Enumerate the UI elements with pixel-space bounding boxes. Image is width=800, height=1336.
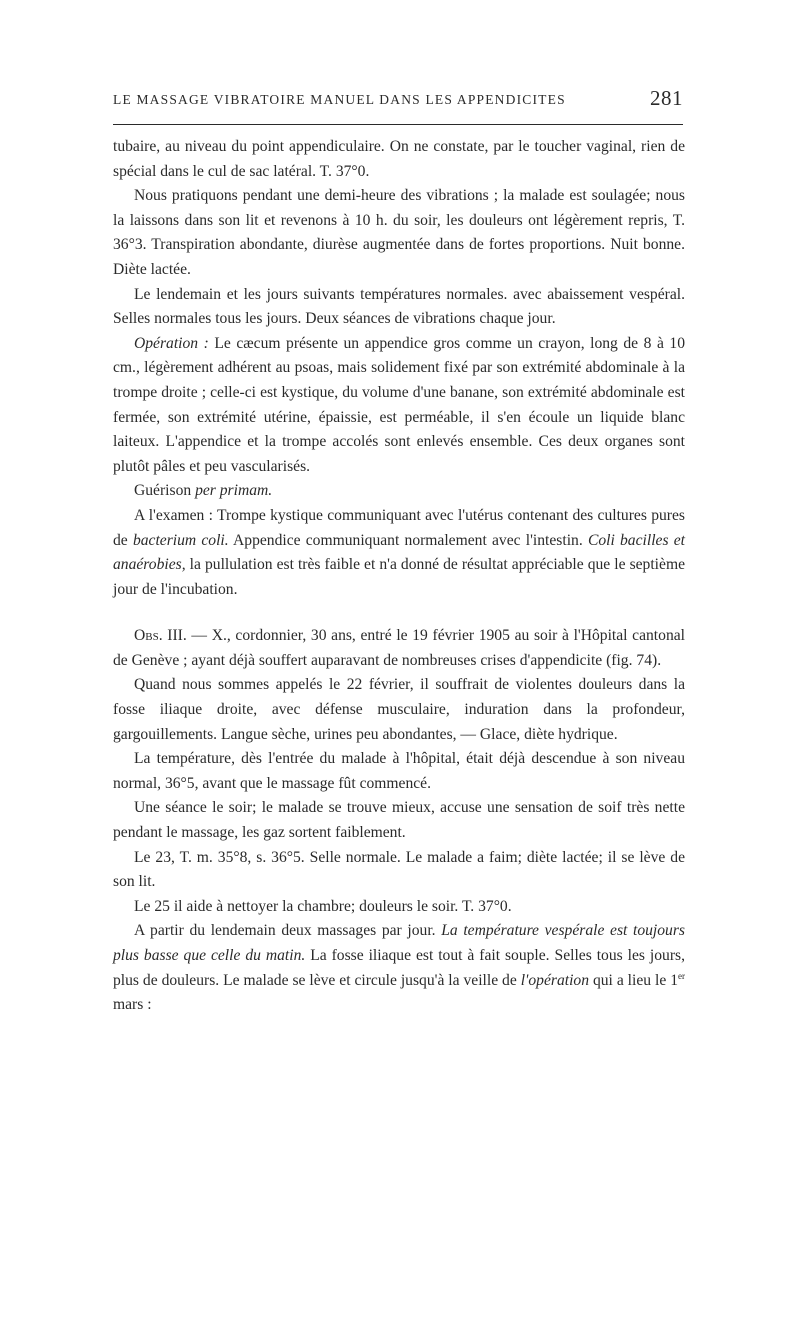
paragraph-following-days: Le lendemain et les jours suivants températures normales. avec abaissement vespéral. Selles normales tous les jours. Deux séances de vibrations chaque jour. [113,285,685,328]
massages-text-a: A partir du lendemain deux massages par jour. [134,922,442,940]
operation-label: Opération : [134,334,209,352]
exam-text-c: la pullulation est très faible et n'a donné de résultat appréciable que le septième jour de l'incubation. [113,556,685,598]
body-text [113,135,685,1018]
running-title: LE MASSAGE VIBRATOIRE MANUEL DANS LES APPENDICITES [113,92,566,107]
paragraph-continuation: tubaire, au niveau du point appendiculaire. On ne constate, par le toucher vaginal, rien de spécial dans le cul de sac latéral. T. 37°0. [113,138,685,180]
observation-text: III. — X., cordonnier, 30 ans, entré le 19 février 1905 au soir à l'Hôpital cantonal de Genève ; ayant déjà souffert auparavant de nombreuses crises d'appendicite (fig. 74). [113,627,685,669]
massages-italic-operation: l'opération [520,971,590,989]
exam-text-b: Appendice communiquant normalement avec l'intestin. [228,531,588,549]
massages-superscript: er [678,970,685,981]
paragraph-february-25: Le 25 il aide à nettoyer la chambre; douleurs le soir. T. 37°0. [134,897,512,915]
paragraph-vibrations: Nous pratiquons pendant une demi-heure des vibrations ; la malade est soulagée; nous la laissons dans son lit et revenons à 10 h. du soir, les douleurs ont légèrement repris, T. 36°3. Transpiration abondante, diurèse augmentée dans de fortes proportions. Nuit bonne. Diète lactée. [113,187,685,278]
paragraph-february-22: Quand nous sommes appelés le 22 février, il souffrait de violentes douleurs dans la fosse iliaque droite, avec défense musculaire, induration dans la profondeur, gargouillements. Langue sèche, urines peu abondantes, — Glace, diète hydrique. [113,676,685,743]
paragraph-february-23: Le 23, T. m. 35°8, s. 36°5. Selle normale. Le malade a faim; diète lactée; il se lève de son lit. [113,848,685,891]
exam-italic-bacilles: Coli bacilles et anaérobies, [113,531,685,574]
page-number: 281 [650,86,683,110]
paragraph-operation [113,332,685,480]
healing-italic: per primam. [195,482,273,500]
operation-text: Le cæcum présente un appendice gros comme un crayon, long de 8 à 10 cm., légèrement adhérent au psoas, mais solidement fixé par son extrémité abdominale à la trompe droite ; celle-ci est kystique, du volume d'une banane, son extrémité abdominale est fermée, son extrémité utérine, épaissie, est perméable, il s'en écoule un liquide blanc laiteux. L'appendice et la trompe accolés sont enlevés ensemble. Ces deux organes sont plutôt pâles et peu vascularisés. [113,334,685,475]
header-rule [113,124,683,125]
massages-text-b: La fosse iliaque est tout à fait souple. Selles tous les jours, plus de douleurs. Le malade se lève et circule jusqu'à la veille de [113,947,685,989]
massages-italic: La température vespérale est toujours plus basse que celle du matin. [113,922,685,964]
running-head [113,86,683,116]
paragraph-examination [113,504,685,602]
exam-italic-bacterium: bacterium coli. [132,531,229,549]
paragraph-evening-session: Une séance le soir; le malade se trouve mieux, accuse une sensation de soif très nette pendant le massage, les gaz sortent faiblement. [113,799,685,842]
massages-text-c: qui a lieu le 1 [589,971,678,989]
paragraph-two-massages [113,919,685,1017]
healing-text: Guérison [134,482,196,500]
paragraph-observation-iii [113,624,685,673]
paragraph-healing [113,479,685,504]
exam-text-a: A l'examen : Trompe kystique communiquant avec l'utérus contenant des cultures pures de [113,506,685,549]
massages-text-d: mars : [113,996,152,1014]
paragraph-temperature: La température, dès l'entrée du malade à l'hôpital, était déjà descendue à son niveau normal, 36°5, avant que le massage fût commencé. [113,750,685,792]
observation-label: Obs. [134,627,163,645]
